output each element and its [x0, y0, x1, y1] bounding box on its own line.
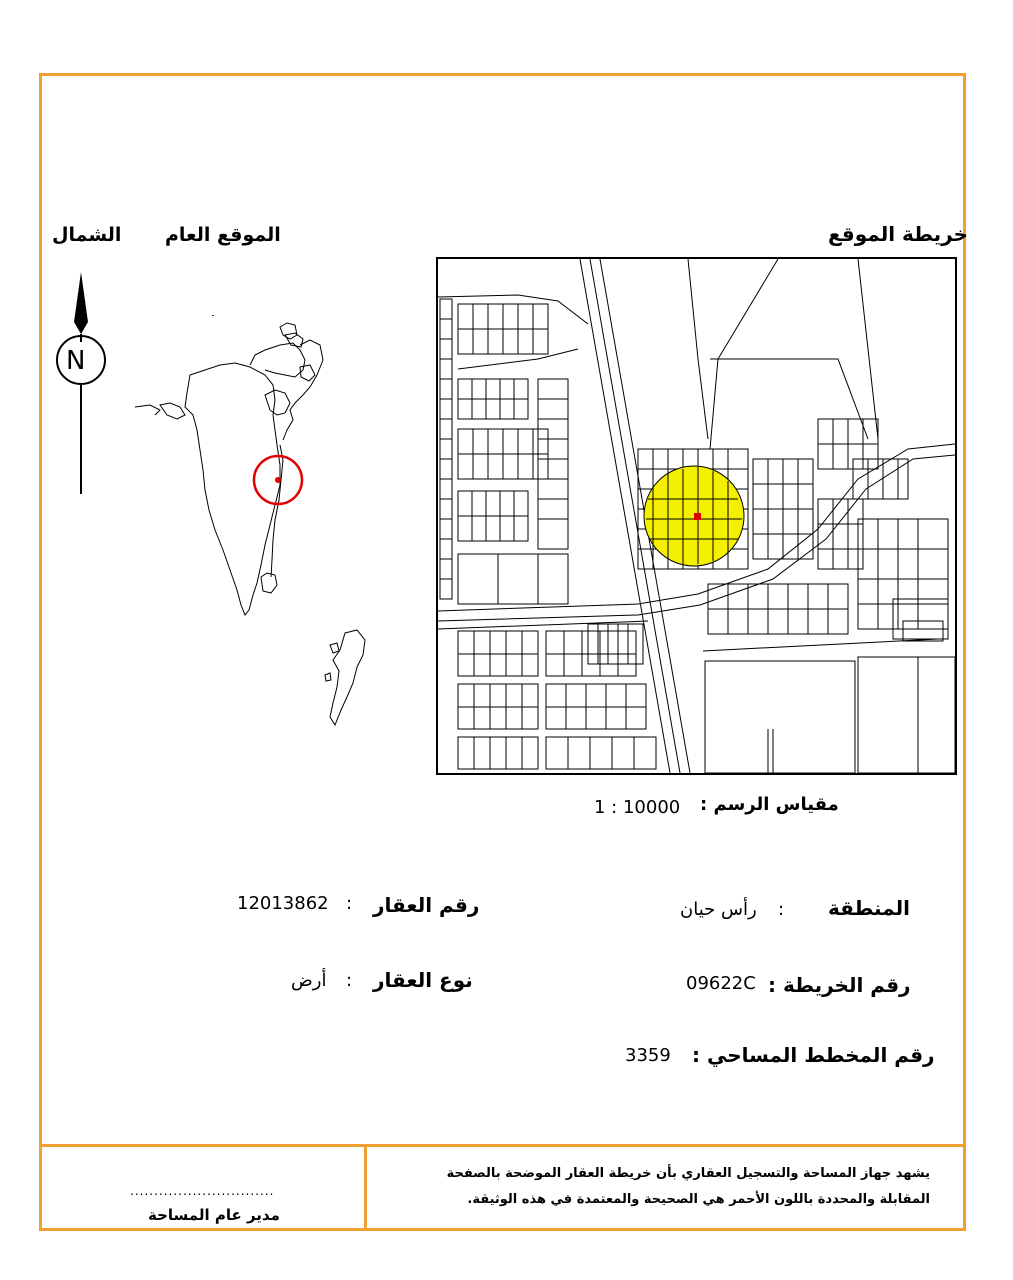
- north-label: الشمال: [52, 224, 122, 246]
- survey-plan-value: 3359: [625, 1045, 671, 1066]
- certification-line-2: المقابلة والمحددة باللون الأحمر هي الصحيحة والمعتمدة في هذه الوثيقة.: [467, 1192, 930, 1207]
- property-number-label: رقم العقار: [373, 893, 480, 917]
- survey-plan-label: رقم المخطط المساحي :: [692, 1043, 935, 1067]
- certification-line-1: يشهد جهاز المساحة والتسجيل العقاري بأن خريطة العقار الموضحة بالصفحة: [446, 1166, 930, 1181]
- property-number-colon: :: [346, 893, 353, 914]
- area-value: رأس حيان: [680, 899, 757, 920]
- signature-title: مدير عام المساحة: [148, 1206, 280, 1224]
- overview-label: الموقع العام: [165, 224, 281, 246]
- north-arrow-icon: [50, 262, 112, 496]
- overview-map: [125, 315, 385, 735]
- north-letter: N: [66, 346, 86, 376]
- property-type-value: أرض: [291, 970, 327, 991]
- property-type-colon: :: [346, 970, 353, 991]
- area-label: المنطقة: [828, 896, 910, 920]
- scale-value: 1 : 10000: [594, 797, 681, 818]
- property-marker: [694, 513, 701, 520]
- property-type-label: نوع العقار: [373, 968, 473, 992]
- area-colon: :: [778, 899, 785, 920]
- property-number-value: 12013862: [237, 893, 329, 914]
- location-map: [436, 257, 957, 775]
- location-map-label: خريطة الموقع: [828, 222, 969, 246]
- footer-divider-line: [39, 1144, 966, 1147]
- map-number-label: رقم الخريطة :: [768, 973, 911, 997]
- scale-label: مقياس الرسم :: [700, 794, 839, 815]
- footer-vertical-divider: [364, 1146, 367, 1231]
- map-number-value: 09622C: [686, 973, 756, 994]
- signature-line: ..............................: [130, 1184, 275, 1198]
